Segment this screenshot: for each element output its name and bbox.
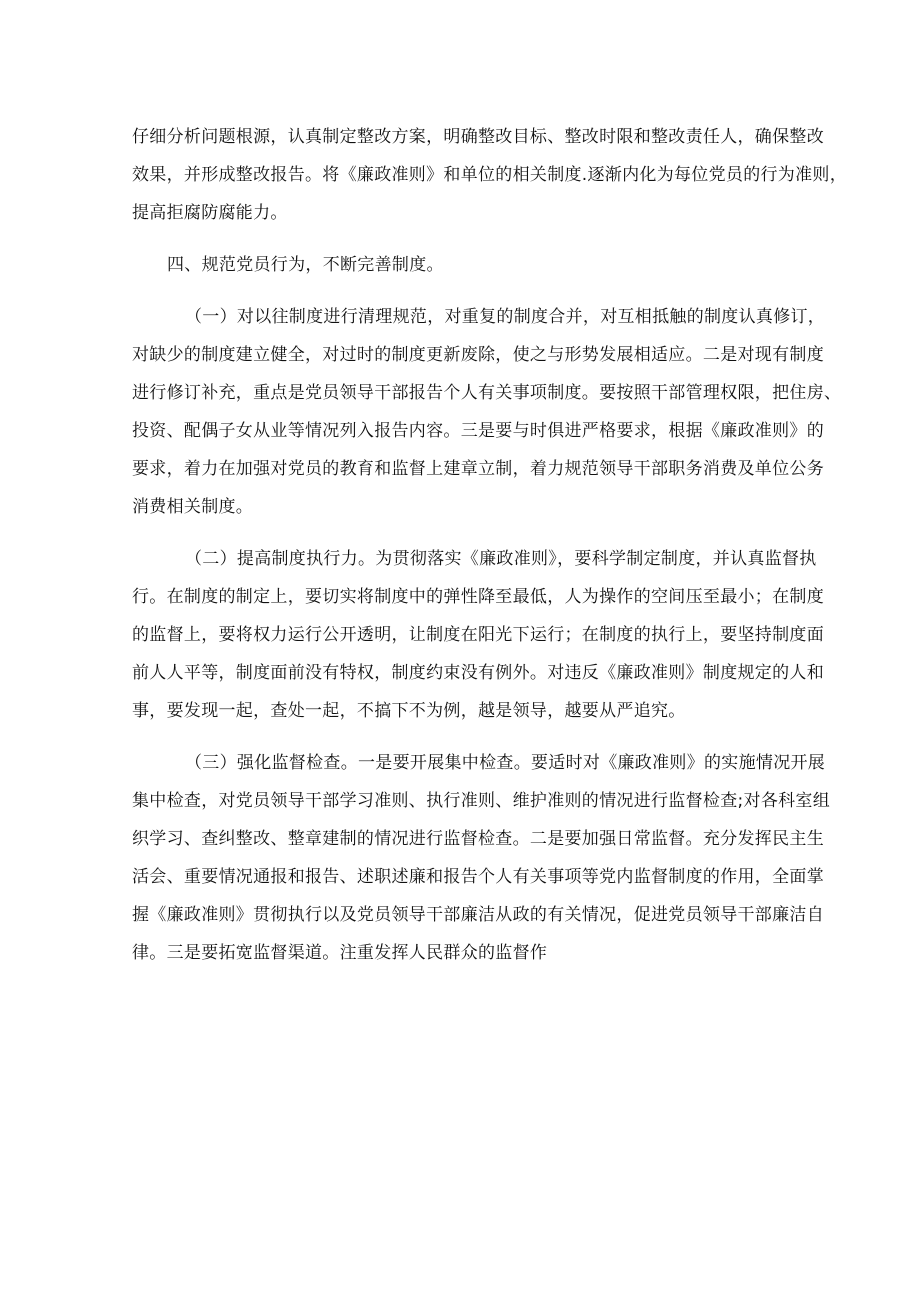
text-line: 活会、重要情况通报和报告、述职述廉和报告个人有关事项等党内监督制度的作用，全面掌: [132, 867, 824, 887]
text-line: （一）对以往制度进行清理规范，对重复的制度合并，对互相抵触的制度认真修订，: [185, 307, 826, 327]
text-line: 织学习、查纠整改、整章建制的情况进行监督检查。二是要加强日常监督。充分发挥民主生: [132, 829, 824, 849]
section-heading: 四、规范党员行为，不断完善制度。: [167, 255, 444, 275]
text-line: 集中检查，对党员领导干部学习准则、执行准则、维护准则的情况进行监督检查;对各科室组: [132, 791, 831, 811]
text-line: 前人人平等，制度面前没有特权，制度约束没有例外。对违反《廉政准则》制度规定的人和: [132, 663, 824, 683]
text-line: 进行修订补充，重点是党员领导干部报告个人有关事项制度。要按照干部管理权限，把住房、: [132, 383, 842, 403]
text-line: 要求，着力在加强对党员的教育和监督上建章立制，着力规范领导干部职务消费及单位公务: [132, 459, 824, 479]
text-line: 行。在制度的制定上，要切实将制度中的弹性降至最低，人为操作的空间压至最小；在制度: [132, 587, 824, 607]
text-line: （二）提高制度执行力。为贯彻落实《廉政准则》，要科学制定制度，并认真监督执: [185, 549, 817, 569]
text-line: 事，要发现一起，查处一起，不搞下不为例，越是领导，越要从严追究。: [132, 701, 686, 721]
text-line: （三）强化监督检查。一是要开展集中检查。要适时对《廉政准则》的实施情况开展: [185, 753, 826, 773]
text-line: 仔细分析问题根源，认真制定整改方案，明确整改目标、整改时限和整改责任人，确保整改: [132, 127, 824, 147]
text-line: 投资、配偶子女从业等情况列入报告内容。三是要与时俱进严格要求，根据《廉政准则》的: [132, 421, 824, 441]
text-line: 消费相关制度。: [132, 497, 254, 517]
text-line: 的监督上，要将权力运行公开透明，让制度在阳光下运行；在制度的执行上，要坚持制度面: [132, 625, 824, 645]
text-line: 提高拒腐防腐能力。: [132, 203, 288, 223]
text-line: 对缺少的制度建立健全，对过时的制度更新废除，使之与形势发展相适应。二是对现有制度: [132, 345, 824, 365]
text-line: 效果，并形成整改报告。将《廉政准则》和单位的相关制度.逐渐内化为每位党员的行为准则，: [132, 165, 848, 185]
text-line: 握《廉政准则》贯彻执行以及党员领导干部廉洁从政的有关情况，促进党员领导干部廉洁自: [132, 905, 824, 925]
text-line: 律。三是要拓宽监督渠道。注重发挥人民群众的监督作: [132, 943, 548, 963]
